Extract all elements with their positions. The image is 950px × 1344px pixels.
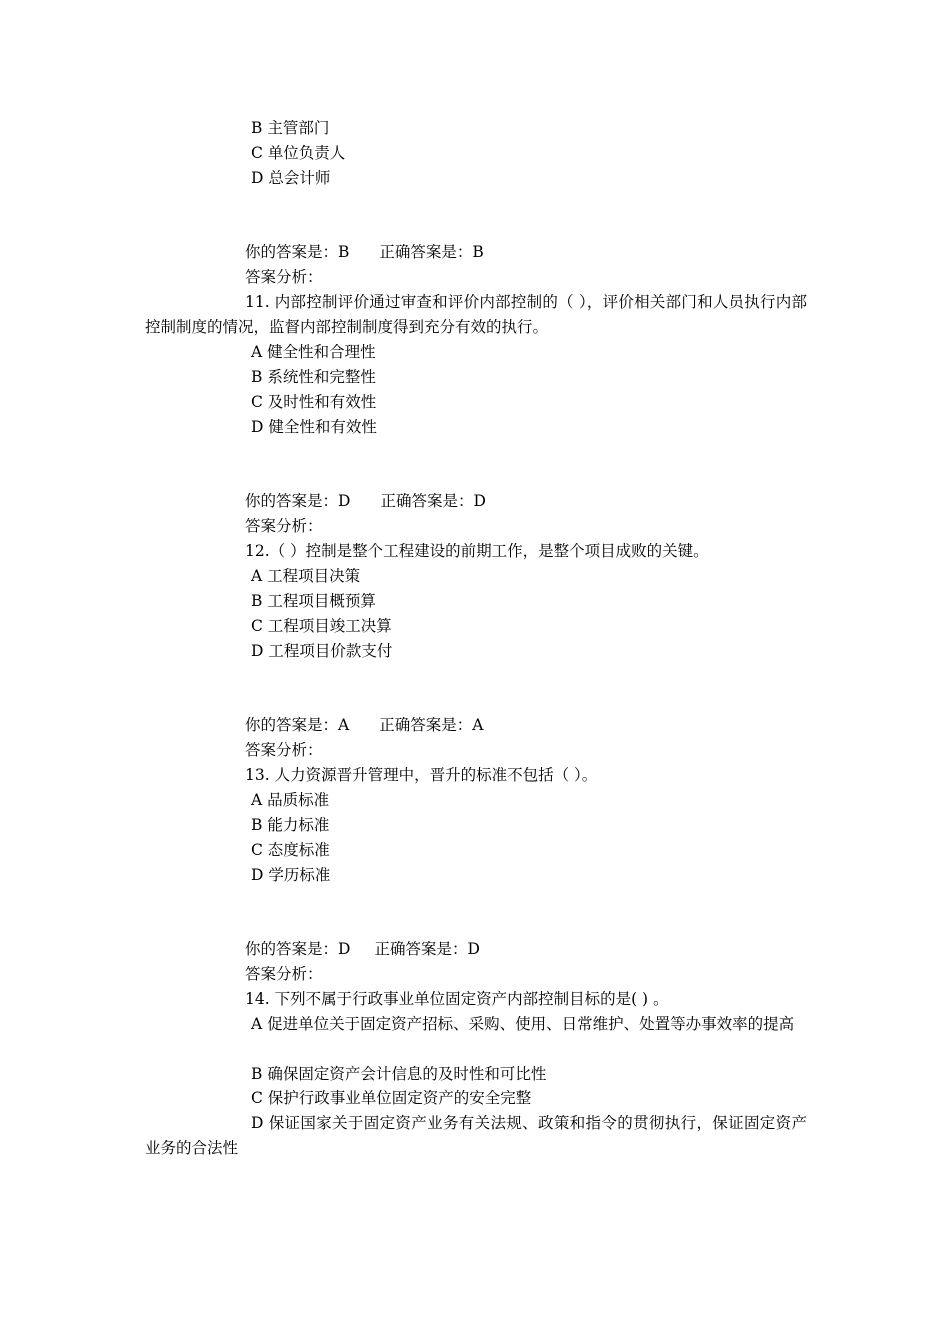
q12-analysis: 答案分析： bbox=[245, 741, 323, 759]
q11-option-c: C 及时性和有效性 bbox=[251, 393, 377, 411]
q12-question: 12.（ ）控制是整个工程建设的前期工作，是整个项目成败的关键。 bbox=[245, 542, 709, 560]
q10-answer-line bbox=[245, 242, 484, 262]
q11-question: 11. 内部控制评价通过审查和评价内部控制的（ ），评价相关部门和人员执行内部控制制度的情况，监督内部控制制度得到充分有效的执行。 bbox=[145, 293, 807, 336]
q13-question: 13. 人力资源晋升管理中，晋升的标准不包括（ ）。 bbox=[245, 766, 598, 784]
q14-option-a: A 促进单位关于固定资产招标、采购、使用、日常维护、处置等办事效率的提高 bbox=[251, 1015, 795, 1033]
q12-option-c: C 工程项目竣工决算 bbox=[251, 617, 392, 635]
q11-option-b: B 系统性和完整性 bbox=[251, 368, 376, 386]
q13-option-d: D 学历标准 bbox=[251, 866, 331, 884]
q13-option-a: A 品质标准 bbox=[251, 791, 330, 809]
q14-option-b: B 确保固定资产会计信息的及时性和可比性 bbox=[251, 1065, 547, 1083]
q14-option-d: D 保证国家关于固定资产业务有关法规、政策和指令的贯彻执行，保证固定资产业务的合法性 bbox=[145, 1114, 807, 1157]
q11-answer-line bbox=[245, 491, 486, 511]
q10-option-b: B 主管部门 bbox=[251, 119, 330, 137]
q12-option-a: A 工程项目决策 bbox=[251, 567, 361, 585]
q12-option-d: D 工程项目价款支付 bbox=[251, 642, 393, 660]
q11-correct-answer: 正确答案是：D bbox=[380, 492, 486, 510]
q10-option-c: C 单位负责人 bbox=[251, 144, 346, 162]
q12-your-answer: 你的答案是：A bbox=[245, 716, 350, 734]
q10-analysis: 答案分析： bbox=[245, 268, 323, 286]
q11-option-d: D 健全性和有效性 bbox=[251, 418, 377, 436]
q12-correct-answer: 正确答案是：A bbox=[379, 716, 484, 734]
q13-analysis: 答案分析： bbox=[245, 965, 323, 983]
q13-option-b: B 能力标准 bbox=[251, 816, 330, 834]
q12-option-b: B 工程项目概预算 bbox=[251, 592, 376, 610]
q10-option-d: D 总会计师 bbox=[251, 169, 331, 187]
q13-answer-line bbox=[245, 939, 480, 959]
q10-your-answer: 你的答案是：B bbox=[245, 243, 350, 261]
q11-option-a: A 健全性和合理性 bbox=[251, 343, 376, 361]
q11-analysis: 答案分析： bbox=[245, 517, 323, 535]
q13-correct-answer: 正确答案是：D bbox=[374, 940, 480, 958]
q11-your-answer: 你的答案是：D bbox=[245, 492, 351, 510]
q13-your-answer: 你的答案是：D bbox=[245, 940, 351, 958]
q14-option-c: C 保护行政事业单位固定资产的安全完整 bbox=[251, 1089, 532, 1107]
q12-answer-line bbox=[245, 715, 483, 735]
q13-option-c: C 态度标准 bbox=[251, 841, 330, 859]
q14-question: 14. 下列不属于行政事业单位固定资产内部控制目标的是( ) 。 bbox=[245, 990, 669, 1008]
q10-correct-answer: 正确答案是：B bbox=[379, 243, 484, 261]
